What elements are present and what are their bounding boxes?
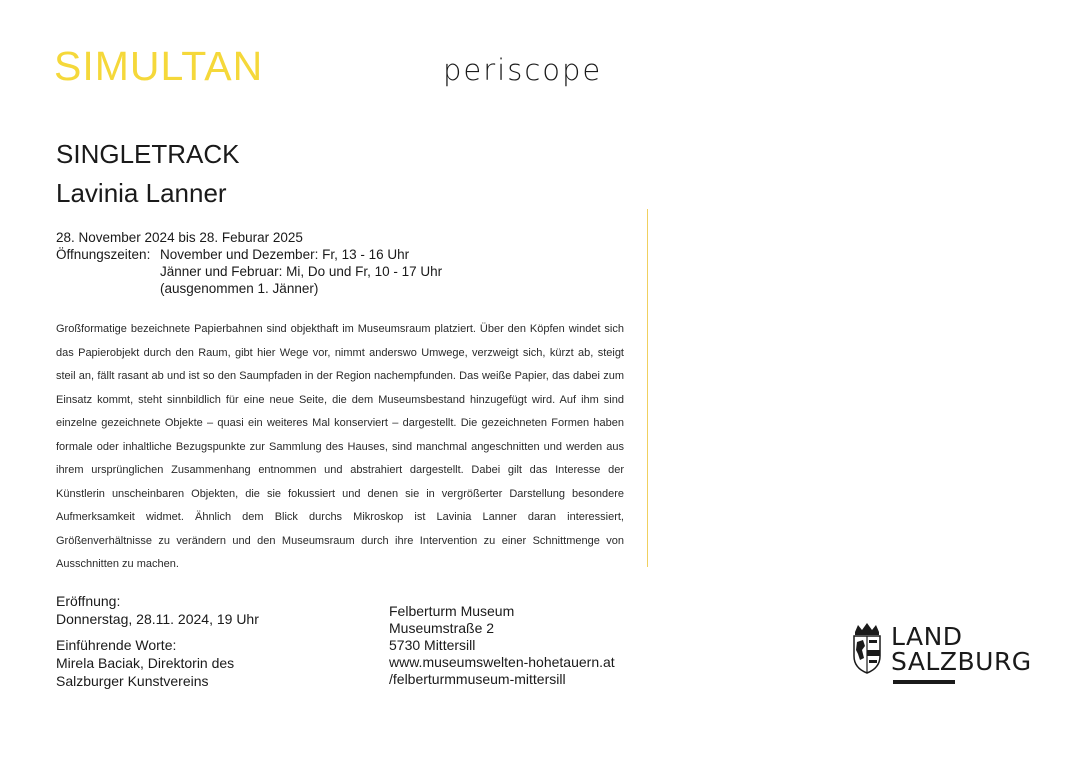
artist-name: Lavinia Lanner — [56, 178, 227, 208]
logo-line-2: SALZBURG — [891, 647, 1032, 676]
exhibition-title: SINGLETRACK — [56, 139, 240, 169]
speaker-line-1: Mirela Baciak, Direktorin des — [56, 655, 235, 671]
opening-hours-line-1: November und Dezember: Fr, 13 - 16 Uhr — [160, 247, 410, 262]
opening-date: Donnerstag, 28.11. 2024, 19 Uhr — [56, 611, 259, 627]
coat-of-arms-icon — [852, 622, 882, 679]
opening-hours-line-3: (ausgenommen 1. Jänner) — [160, 281, 319, 296]
venue-website-line-2: /felberturmmuseum-mittersill — [389, 671, 566, 687]
opening-hours-row — [56, 246, 442, 263]
exhibition-dates-block — [56, 229, 442, 297]
logo-underline-bar — [893, 680, 955, 684]
venue-name: Felberturm Museum — [389, 603, 515, 619]
venue-city: 5730 Mittersill — [389, 637, 476, 653]
intro-label: Einführende Worte: — [56, 637, 177, 653]
opening-hours-label: Öffnungszeiten: — [56, 247, 151, 262]
venue-street: Museumstraße 2 — [389, 620, 495, 636]
simultan-logo: SIMULTAN — [54, 43, 264, 89]
opening-info — [56, 592, 259, 690]
venue-website-line-1: www.museumswelten-hohetauern.at — [389, 654, 615, 670]
land-salzburg-logo-text — [891, 624, 1032, 674]
opening-hours-line-2: Jänner und Februar: Mi, Do und Fr, 10 - 17 Uhr — [160, 264, 443, 279]
description-text: Großformatige bezeichnete Papierbahnen sind objekthaft im Museumsraum platziert. Über den Köpfen windet sich das Papierobjekt durch den Raum, gibt hier Wege vor, nimmt anderswo Umwege, verzweigt sich, kürzt ab, steigt steil an, fällt rasant ab und ist so den Saumpfaden in der Region nachempfunden. Das weiße Papier, das dabei zum Einsatz kommt, steht sinnbildlich für eine neue Seite, die dem Museumsbestand hinzugefügt wird. Auf ihm sind einzelne gezeichnete Objekte – quasi ein weiteres Mal konserviert – dargestellt. Die gezeichneten Formen haben formale oder inhaltliche Bezugspunkte zur Sammlung des Hauses, sind manchmal angeschnitten und werden aus ihrem ursprünglichen Zusammenhang entnommen und abstrahiert dargestellt. Dabei gilt das Interesse der Künstlerin unscheinbaren Objekten, die sie fokussiert und denen sie in vergrößerter Darstellung besondere Aufmerksamkeit widmet. Ähnlich dem Blick durchs Mikroskop ist Lavinia Lanner daran interessiert, Größenverhältnisse zu verändern und den Museumsraum durch ihre Intervention zu einer Schnittmenge von Ausschnitten zu machen. — [56, 323, 624, 570]
venue-info — [389, 603, 615, 688]
opening-label: Eröffnung: — [56, 593, 121, 609]
logo-line-1: LAND — [891, 622, 963, 651]
exhibition-dates: 28. November 2024 bis 28. Feburar 2025 — [56, 230, 303, 245]
vertical-divider — [647, 209, 648, 567]
periscope-logo: periscope — [443, 53, 603, 87]
speaker-line-2: Salzburger Kunstvereins — [56, 673, 209, 689]
